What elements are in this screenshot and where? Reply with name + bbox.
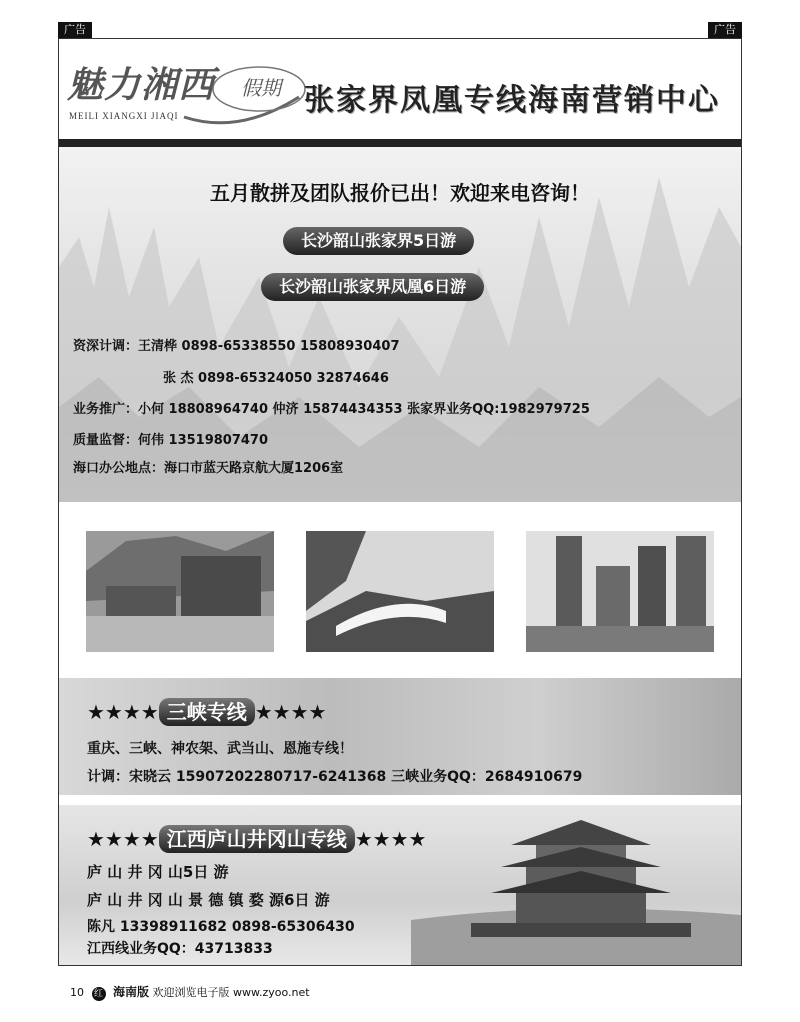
logo-swoosh-icon xyxy=(179,57,309,127)
jiangxi-heading: ★★★★ 江西庐山井冈山专线 ★★★★ xyxy=(87,827,427,851)
page-title: 张家界凤凰专线海南营销中心 xyxy=(304,83,720,118)
pavilion-image xyxy=(411,805,741,965)
ad-tag-left: 广告 xyxy=(58,22,92,38)
logo-holiday: 假期 xyxy=(241,76,281,100)
contact-line-planner-2: 张 杰 0898-65324050 32874646 xyxy=(163,371,389,386)
ad-header xyxy=(59,39,741,139)
photo-mountain-platform xyxy=(306,531,494,652)
contact-line-sales: 业务推广：小何 18808964740 仲济 15874434353 张家界业务QQ:1982979725 xyxy=(73,402,590,417)
sanxia-heading: ★★★★ 三峡专线 ★★★★ xyxy=(87,700,327,724)
jiangxi-title: 江西庐山井冈山专线 xyxy=(159,825,355,853)
edition-badge-icon: 红 xyxy=(92,987,106,1001)
route-pill-5day: 长沙韶山张家界5日游 xyxy=(283,227,474,255)
footer-link-text[interactable]: 欢迎浏览电子版 www.zyoo.net xyxy=(152,986,310,999)
feature-headline: 五月散拼及团队报价已出！欢迎来电咨询！ xyxy=(210,181,590,205)
jiangxi-qq: 江西线业务QQ：43713833 xyxy=(87,941,273,957)
contact-line-quality: 质量监督：何伟 13519807470 xyxy=(73,433,269,448)
sanxia-title: 三峡专线 xyxy=(159,698,255,726)
page-number: 10 xyxy=(70,986,84,999)
jiangxi-route-5day: 庐 山 井 冈 山5日 游 xyxy=(87,863,229,881)
sanxia-routes: 重庆、三峡、神农架、武当山、恩施专线！ xyxy=(87,741,353,757)
sanxia-band xyxy=(59,678,741,795)
page-footer xyxy=(70,983,310,1001)
logo-subtitle: MEILI XIANGXI JIAQI xyxy=(69,111,179,121)
sanxia-contact: 计调：宋晓云 15907202280717-6241368 三峡业务QQ：2684910679 xyxy=(87,769,583,785)
ad-tag-right: 广告 xyxy=(708,22,742,38)
jiangxi-band xyxy=(59,805,741,965)
jiangxi-route-6day: 庐 山 井 冈 山 景 德 镇 婺 源6日 游 xyxy=(87,891,330,909)
mountain-banner xyxy=(59,147,741,502)
contact-line-office: 海口办公地点：海口市蓝天路京航大厦1206室 xyxy=(73,461,344,476)
photo-stone-pillars xyxy=(526,531,714,652)
photo-fenghuang-town xyxy=(86,531,274,652)
logo-text: 魅力湘西 xyxy=(67,64,216,106)
header-rule xyxy=(59,139,741,147)
contact-line-planner: 资深计调：王清桦 0898-65338550 15808930407 xyxy=(73,339,400,354)
route-pill-6day: 长沙韶山张家界凤凰6日游 xyxy=(261,273,484,301)
jiangxi-contact: 陈凡 13398911682 0898-65306430 xyxy=(87,919,355,935)
edition-name: 海南版 xyxy=(113,985,150,999)
